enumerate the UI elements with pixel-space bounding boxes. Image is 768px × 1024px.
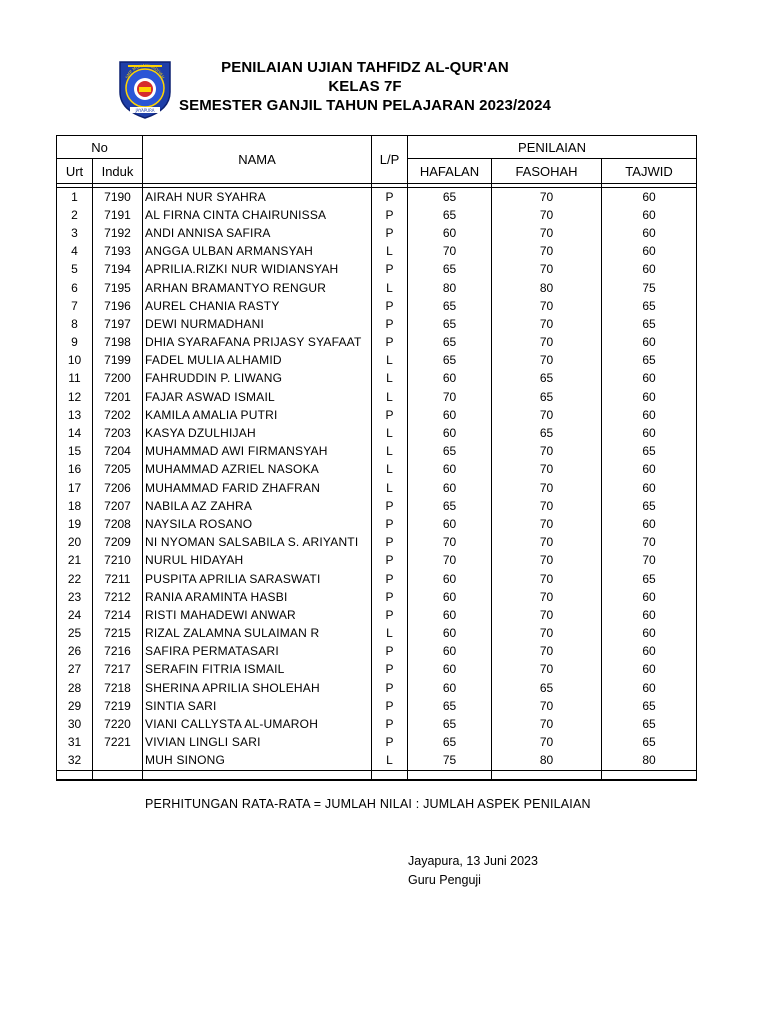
- cell-induk: 7216: [93, 643, 143, 661]
- cell-tajwid: 65: [602, 715, 697, 733]
- cell-urt: 3: [57, 224, 93, 242]
- cell-lp: L: [372, 243, 408, 261]
- cell-nama: NABILA AZ ZAHRA: [143, 497, 372, 515]
- cell-tajwid: 60: [602, 188, 697, 207]
- cell-fasohah: 70: [492, 261, 602, 279]
- cell-urt: 5: [57, 261, 93, 279]
- cell-nama: AUREL CHANIA RASTY: [143, 297, 372, 315]
- cell-tajwid: 60: [602, 424, 697, 442]
- header-hafalan: HAFALAN: [408, 159, 492, 184]
- cell-hafalan: 65: [408, 697, 492, 715]
- cell-lp: P: [372, 315, 408, 333]
- header-urt: Urt: [57, 159, 93, 184]
- table-row: [57, 697, 697, 715]
- cell-fasohah: 65: [492, 679, 602, 697]
- cell-tajwid: 65: [602, 497, 697, 515]
- table-row: [57, 552, 697, 570]
- table-row: [57, 443, 697, 461]
- cell-fasohah: 70: [492, 297, 602, 315]
- cell-tajwid: 75: [602, 279, 697, 297]
- logo-text-top: SMP MUHAMMADIYAH: [124, 62, 166, 80]
- cell-nama: DHIA SYARAFANA PRIJASY SYAFAAT: [143, 334, 372, 352]
- cell-nama: FADEL MULIA ALHAMID: [143, 352, 372, 370]
- cell-fasohah: 70: [492, 643, 602, 661]
- cell-hafalan: 65: [408, 352, 492, 370]
- cell-tajwid: 80: [602, 752, 697, 771]
- cell-tajwid: 65: [602, 570, 697, 588]
- cell-fasohah: 70: [492, 206, 602, 224]
- cell-fasohah: 70: [492, 715, 602, 733]
- header-fasohah: FASOHAH: [492, 159, 602, 184]
- cell-induk: 7199: [93, 352, 143, 370]
- cell-nama: SHERINA APRILIA SHOLEHAH: [143, 679, 372, 697]
- cell-fasohah: 70: [492, 606, 602, 624]
- cell-nama: NAYSILA ROSANO: [143, 515, 372, 533]
- cell-induk: 7205: [93, 461, 143, 479]
- cell-tajwid: 60: [602, 588, 697, 606]
- cell-hafalan: 65: [408, 188, 492, 207]
- cell-fasohah: 70: [492, 443, 602, 461]
- cell-fasohah: 70: [492, 515, 602, 533]
- cell-nama: FAJAR ASWAD ISMAIL: [143, 388, 372, 406]
- table-row: [57, 388, 697, 406]
- cell-tajwid: 60: [602, 261, 697, 279]
- cell-lp: P: [372, 643, 408, 661]
- title-line-3: SEMESTER GANJIL TAHUN PELAJARAN 2023/2024: [179, 97, 551, 114]
- cell-nama: RANIA ARAMINTA HASBI: [143, 588, 372, 606]
- cell-lp: L: [372, 752, 408, 771]
- cell-tajwid: 60: [602, 461, 697, 479]
- cell-urt: 16: [57, 461, 93, 479]
- table-row: [57, 679, 697, 697]
- cell-induk: 7219: [93, 697, 143, 715]
- title-line-2: KELAS 7F: [328, 78, 402, 95]
- cell-induk: 7203: [93, 424, 143, 442]
- cell-urt: 13: [57, 406, 93, 424]
- cell-nama: RISTI MAHADEWI ANWAR: [143, 606, 372, 624]
- cell-induk: 7192: [93, 224, 143, 242]
- cell-induk: 7194: [93, 261, 143, 279]
- cell-lp: P: [372, 534, 408, 552]
- cell-lp: P: [372, 715, 408, 733]
- cell-urt: 27: [57, 661, 93, 679]
- table-row: [57, 243, 697, 261]
- cell-induk: 7201: [93, 388, 143, 406]
- table-row: [57, 734, 697, 752]
- cell-induk: 7217: [93, 661, 143, 679]
- cell-urt: 18: [57, 497, 93, 515]
- table-row: [57, 188, 697, 207]
- cell-hafalan: 60: [408, 661, 492, 679]
- cell-nama: VIANI CALLYSTA AL-UMAROH: [143, 715, 372, 733]
- cell-nama: AIRAH NUR SYAHRA: [143, 188, 372, 207]
- cell-hafalan: 60: [408, 461, 492, 479]
- cell-tajwid: 60: [602, 406, 697, 424]
- cell-tajwid: 65: [602, 734, 697, 752]
- cell-induk: 7210: [93, 552, 143, 570]
- table-row: [57, 334, 697, 352]
- cell-lp: P: [372, 261, 408, 279]
- table-row: [57, 479, 697, 497]
- cell-urt: 12: [57, 388, 93, 406]
- cell-urt: 28: [57, 679, 93, 697]
- cell-lp: L: [372, 479, 408, 497]
- table-row: [57, 406, 697, 424]
- header-tajwid: TAJWID: [602, 159, 697, 184]
- title-line-1: PENILAIAN UJIAN TAHFIDZ AL-QUR'AN: [221, 59, 509, 76]
- cell-tajwid: 60: [602, 625, 697, 643]
- cell-hafalan: 65: [408, 334, 492, 352]
- cell-urt: 1: [57, 188, 93, 207]
- cell-hafalan: 65: [408, 261, 492, 279]
- cell-lp: P: [372, 697, 408, 715]
- cell-hafalan: 60: [408, 224, 492, 242]
- table-row: [57, 752, 697, 771]
- cell-hafalan: 60: [408, 406, 492, 424]
- cell-nama: PUSPITA APRILIA SARASWATI: [143, 570, 372, 588]
- cell-nama: DEWI NURMADHANI: [143, 315, 372, 333]
- table-row: [57, 588, 697, 606]
- cell-induk: 7196: [93, 297, 143, 315]
- cell-induk: 7193: [93, 243, 143, 261]
- cell-tajwid: 60: [602, 334, 697, 352]
- table-row: [57, 224, 697, 242]
- cell-lp: L: [372, 443, 408, 461]
- cell-fasohah: 70: [492, 334, 602, 352]
- table-row: [57, 279, 697, 297]
- cell-urt: 20: [57, 534, 93, 552]
- cell-fasohah: 70: [492, 588, 602, 606]
- cell-lp: P: [372, 297, 408, 315]
- cell-induk: 7211: [93, 570, 143, 588]
- cell-urt: 30: [57, 715, 93, 733]
- table-row: [57, 534, 697, 552]
- cell-hafalan: 65: [408, 206, 492, 224]
- cell-nama: RIZAL ZALAMNA SULAIMAN R: [143, 625, 372, 643]
- cell-hafalan: 65: [408, 315, 492, 333]
- cell-nama: APRILIA.RIZKI NUR WIDIANSYAH: [143, 261, 372, 279]
- signer-title: Guru Penguji: [408, 873, 481, 887]
- cell-lp: L: [372, 279, 408, 297]
- cell-urt: 19: [57, 515, 93, 533]
- table-row: [57, 661, 697, 679]
- cell-nama: MUHAMMAD FARID ZHAFRAN: [143, 479, 372, 497]
- cell-fasohah: 65: [492, 424, 602, 442]
- cell-fasohah: 70: [492, 243, 602, 261]
- cell-nama: ANGGA ULBAN ARMANSYAH: [143, 243, 372, 261]
- cell-nama: MUHAMMAD AWI FIRMANSYAH: [143, 443, 372, 461]
- cell-lp: L: [372, 424, 408, 442]
- cell-nama: SAFIRA PERMATASARI: [143, 643, 372, 661]
- cell-tajwid: 60: [602, 388, 697, 406]
- cell-hafalan: 60: [408, 515, 492, 533]
- cell-hafalan: 60: [408, 570, 492, 588]
- cell-lp: P: [372, 606, 408, 624]
- cell-hafalan: 70: [408, 552, 492, 570]
- header-lp: L/P: [372, 136, 408, 184]
- cell-lp: L: [372, 625, 408, 643]
- header-induk: Induk: [93, 159, 143, 184]
- cell-nama: VIVIAN LINGLI SARI: [143, 734, 372, 752]
- cell-lp: P: [372, 661, 408, 679]
- cell-hafalan: 65: [408, 715, 492, 733]
- cell-induk: 7198: [93, 334, 143, 352]
- cell-hafalan: 70: [408, 534, 492, 552]
- cell-urt: 23: [57, 588, 93, 606]
- cell-tajwid: 65: [602, 352, 697, 370]
- cell-fasohah: 70: [492, 479, 602, 497]
- cell-induk: 7195: [93, 279, 143, 297]
- cell-hafalan: 80: [408, 279, 492, 297]
- cell-induk: 7197: [93, 315, 143, 333]
- cell-fasohah: 70: [492, 406, 602, 424]
- cell-induk: 7202: [93, 406, 143, 424]
- cell-hafalan: 60: [408, 679, 492, 697]
- cell-urt: 21: [57, 552, 93, 570]
- cell-lp: P: [372, 552, 408, 570]
- cell-tajwid: 60: [602, 370, 697, 388]
- cell-hafalan: 60: [408, 588, 492, 606]
- cell-urt: 22: [57, 570, 93, 588]
- cell-lp: P: [372, 515, 408, 533]
- cell-nama: ARHAN BRAMANTYO RENGUR: [143, 279, 372, 297]
- table-row: [57, 461, 697, 479]
- cell-tajwid: 60: [602, 479, 697, 497]
- cell-urt: 29: [57, 697, 93, 715]
- cell-nama: SINTIA SARI: [143, 697, 372, 715]
- cell-induk: 7190: [93, 188, 143, 207]
- cell-tajwid: 60: [602, 606, 697, 624]
- cell-nama: KASYA DZULHIJAH: [143, 424, 372, 442]
- cell-nama: NI NYOMAN SALSABILA S. ARIYANTI: [143, 534, 372, 552]
- cell-tajwid: 65: [602, 443, 697, 461]
- cell-fasohah: 70: [492, 625, 602, 643]
- cell-tajwid: 65: [602, 697, 697, 715]
- table-row: [57, 515, 697, 533]
- cell-induk: 7214: [93, 606, 143, 624]
- cell-fasohah: 65: [492, 388, 602, 406]
- cell-urt: 9: [57, 334, 93, 352]
- header-penilaian: PENILAIAN: [408, 136, 697, 159]
- table-row: [57, 625, 697, 643]
- cell-urt: 14: [57, 424, 93, 442]
- cell-lp: P: [372, 206, 408, 224]
- cell-tajwid: 70: [602, 552, 697, 570]
- cell-hafalan: 60: [408, 643, 492, 661]
- cell-fasohah: 70: [492, 461, 602, 479]
- cell-induk: 7206: [93, 479, 143, 497]
- table-row: [57, 643, 697, 661]
- score-table: [56, 135, 697, 781]
- cell-urt: 31: [57, 734, 93, 752]
- cell-urt: 32: [57, 752, 93, 771]
- cell-fasohah: 70: [492, 570, 602, 588]
- cell-hafalan: 60: [408, 424, 492, 442]
- cell-fasohah: 70: [492, 661, 602, 679]
- average-formula-note: PERHITUNGAN RATA-RATA = JUMLAH NILAI : JUMLAH ASPEK PENILAIAN: [145, 797, 591, 811]
- cell-lp: P: [372, 588, 408, 606]
- document-title: [150, 58, 580, 115]
- table-row: [57, 497, 697, 515]
- cell-induk: 7208: [93, 515, 143, 533]
- cell-nama: NURUL HIDAYAH: [143, 552, 372, 570]
- cell-tajwid: 60: [602, 661, 697, 679]
- header-no: No: [57, 136, 143, 159]
- cell-tajwid: 60: [602, 679, 697, 697]
- cell-induk: 7212: [93, 588, 143, 606]
- cell-lp: P: [372, 497, 408, 515]
- table-row: [57, 606, 697, 624]
- cell-tajwid: 60: [602, 515, 697, 533]
- cell-lp: P: [372, 224, 408, 242]
- cell-urt: 4: [57, 243, 93, 261]
- cell-induk: 7209: [93, 534, 143, 552]
- cell-lp: L: [372, 388, 408, 406]
- cell-hafalan: 60: [408, 625, 492, 643]
- cell-nama: KAMILA AMALIA PUTRI: [143, 406, 372, 424]
- cell-lp: L: [372, 461, 408, 479]
- cell-hafalan: 60: [408, 370, 492, 388]
- cell-urt: 8: [57, 315, 93, 333]
- cell-fasohah: 70: [492, 224, 602, 242]
- cell-induk: 7220: [93, 715, 143, 733]
- cell-nama: SERAFIN FITRIA ISMAIL: [143, 661, 372, 679]
- cell-tajwid: 70: [602, 534, 697, 552]
- cell-tajwid: 60: [602, 224, 697, 242]
- cell-fasohah: 70: [492, 734, 602, 752]
- table-row: [57, 315, 697, 333]
- cell-urt: 6: [57, 279, 93, 297]
- cell-lp: P: [372, 570, 408, 588]
- cell-tajwid: 65: [602, 315, 697, 333]
- cell-hafalan: 65: [408, 443, 492, 461]
- table-row: [57, 297, 697, 315]
- table-row: [57, 715, 697, 733]
- cell-induk: 7191: [93, 206, 143, 224]
- cell-tajwid: 60: [602, 643, 697, 661]
- cell-nama: AL FIRNA CINTA CHAIRUNISSA: [143, 206, 372, 224]
- cell-fasohah: 70: [492, 188, 602, 207]
- cell-fasohah: 70: [492, 352, 602, 370]
- cell-nama: ANDI ANNISA SAFIRA: [143, 224, 372, 242]
- cell-urt: 24: [57, 606, 93, 624]
- cell-lp: P: [372, 406, 408, 424]
- cell-hafalan: 75: [408, 752, 492, 771]
- cell-hafalan: 60: [408, 606, 492, 624]
- cell-urt: 26: [57, 643, 93, 661]
- cell-hafalan: 70: [408, 388, 492, 406]
- cell-lp: P: [372, 188, 408, 207]
- cell-fasohah: 70: [492, 315, 602, 333]
- cell-lp: L: [372, 370, 408, 388]
- table-row: [57, 261, 697, 279]
- cell-hafalan: 65: [408, 734, 492, 752]
- cell-fasohah: 70: [492, 497, 602, 515]
- cell-hafalan: 65: [408, 297, 492, 315]
- cell-induk: 7215: [93, 625, 143, 643]
- cell-fasohah: 80: [492, 752, 602, 771]
- cell-tajwid: 65: [602, 297, 697, 315]
- cell-lp: P: [372, 679, 408, 697]
- cell-hafalan: 60: [408, 479, 492, 497]
- cell-urt: 17: [57, 479, 93, 497]
- signature-block: [408, 852, 538, 890]
- cell-lp: L: [372, 352, 408, 370]
- cell-fasohah: 70: [492, 552, 602, 570]
- cell-fasohah: 80: [492, 279, 602, 297]
- cell-induk: 7204: [93, 443, 143, 461]
- cell-lp: P: [372, 334, 408, 352]
- cell-urt: 7: [57, 297, 93, 315]
- cell-urt: 15: [57, 443, 93, 461]
- cell-lp: P: [372, 734, 408, 752]
- cell-fasohah: 65: [492, 370, 602, 388]
- table-row: [57, 206, 697, 224]
- cell-nama: FAHRUDDIN P. LIWANG: [143, 370, 372, 388]
- table-row: [57, 570, 697, 588]
- cell-induk: 7221: [93, 734, 143, 752]
- table-row: [57, 424, 697, 442]
- cell-tajwid: 60: [602, 206, 697, 224]
- cell-fasohah: 70: [492, 534, 602, 552]
- cell-induk: 7218: [93, 679, 143, 697]
- cell-nama: MUH SINONG: [143, 752, 372, 771]
- cell-fasohah: 70: [492, 697, 602, 715]
- cell-induk: [93, 752, 143, 771]
- cell-urt: 11: [57, 370, 93, 388]
- table-row: [57, 352, 697, 370]
- cell-urt: 2: [57, 206, 93, 224]
- table-row: [57, 370, 697, 388]
- cell-urt: 10: [57, 352, 93, 370]
- header-nama: NAMA: [143, 136, 372, 184]
- cell-induk: 7207: [93, 497, 143, 515]
- cell-induk: 7200: [93, 370, 143, 388]
- cell-tajwid: 60: [602, 243, 697, 261]
- logo-text-bottom: JAYAPURA: [135, 108, 155, 113]
- cell-nama: MUHAMMAD AZRIEL NASOKA: [143, 461, 372, 479]
- cell-hafalan: 65: [408, 497, 492, 515]
- cell-hafalan: 70: [408, 243, 492, 261]
- place-date: Jayapura, 13 Juni 2023: [408, 854, 538, 868]
- cell-urt: 25: [57, 625, 93, 643]
